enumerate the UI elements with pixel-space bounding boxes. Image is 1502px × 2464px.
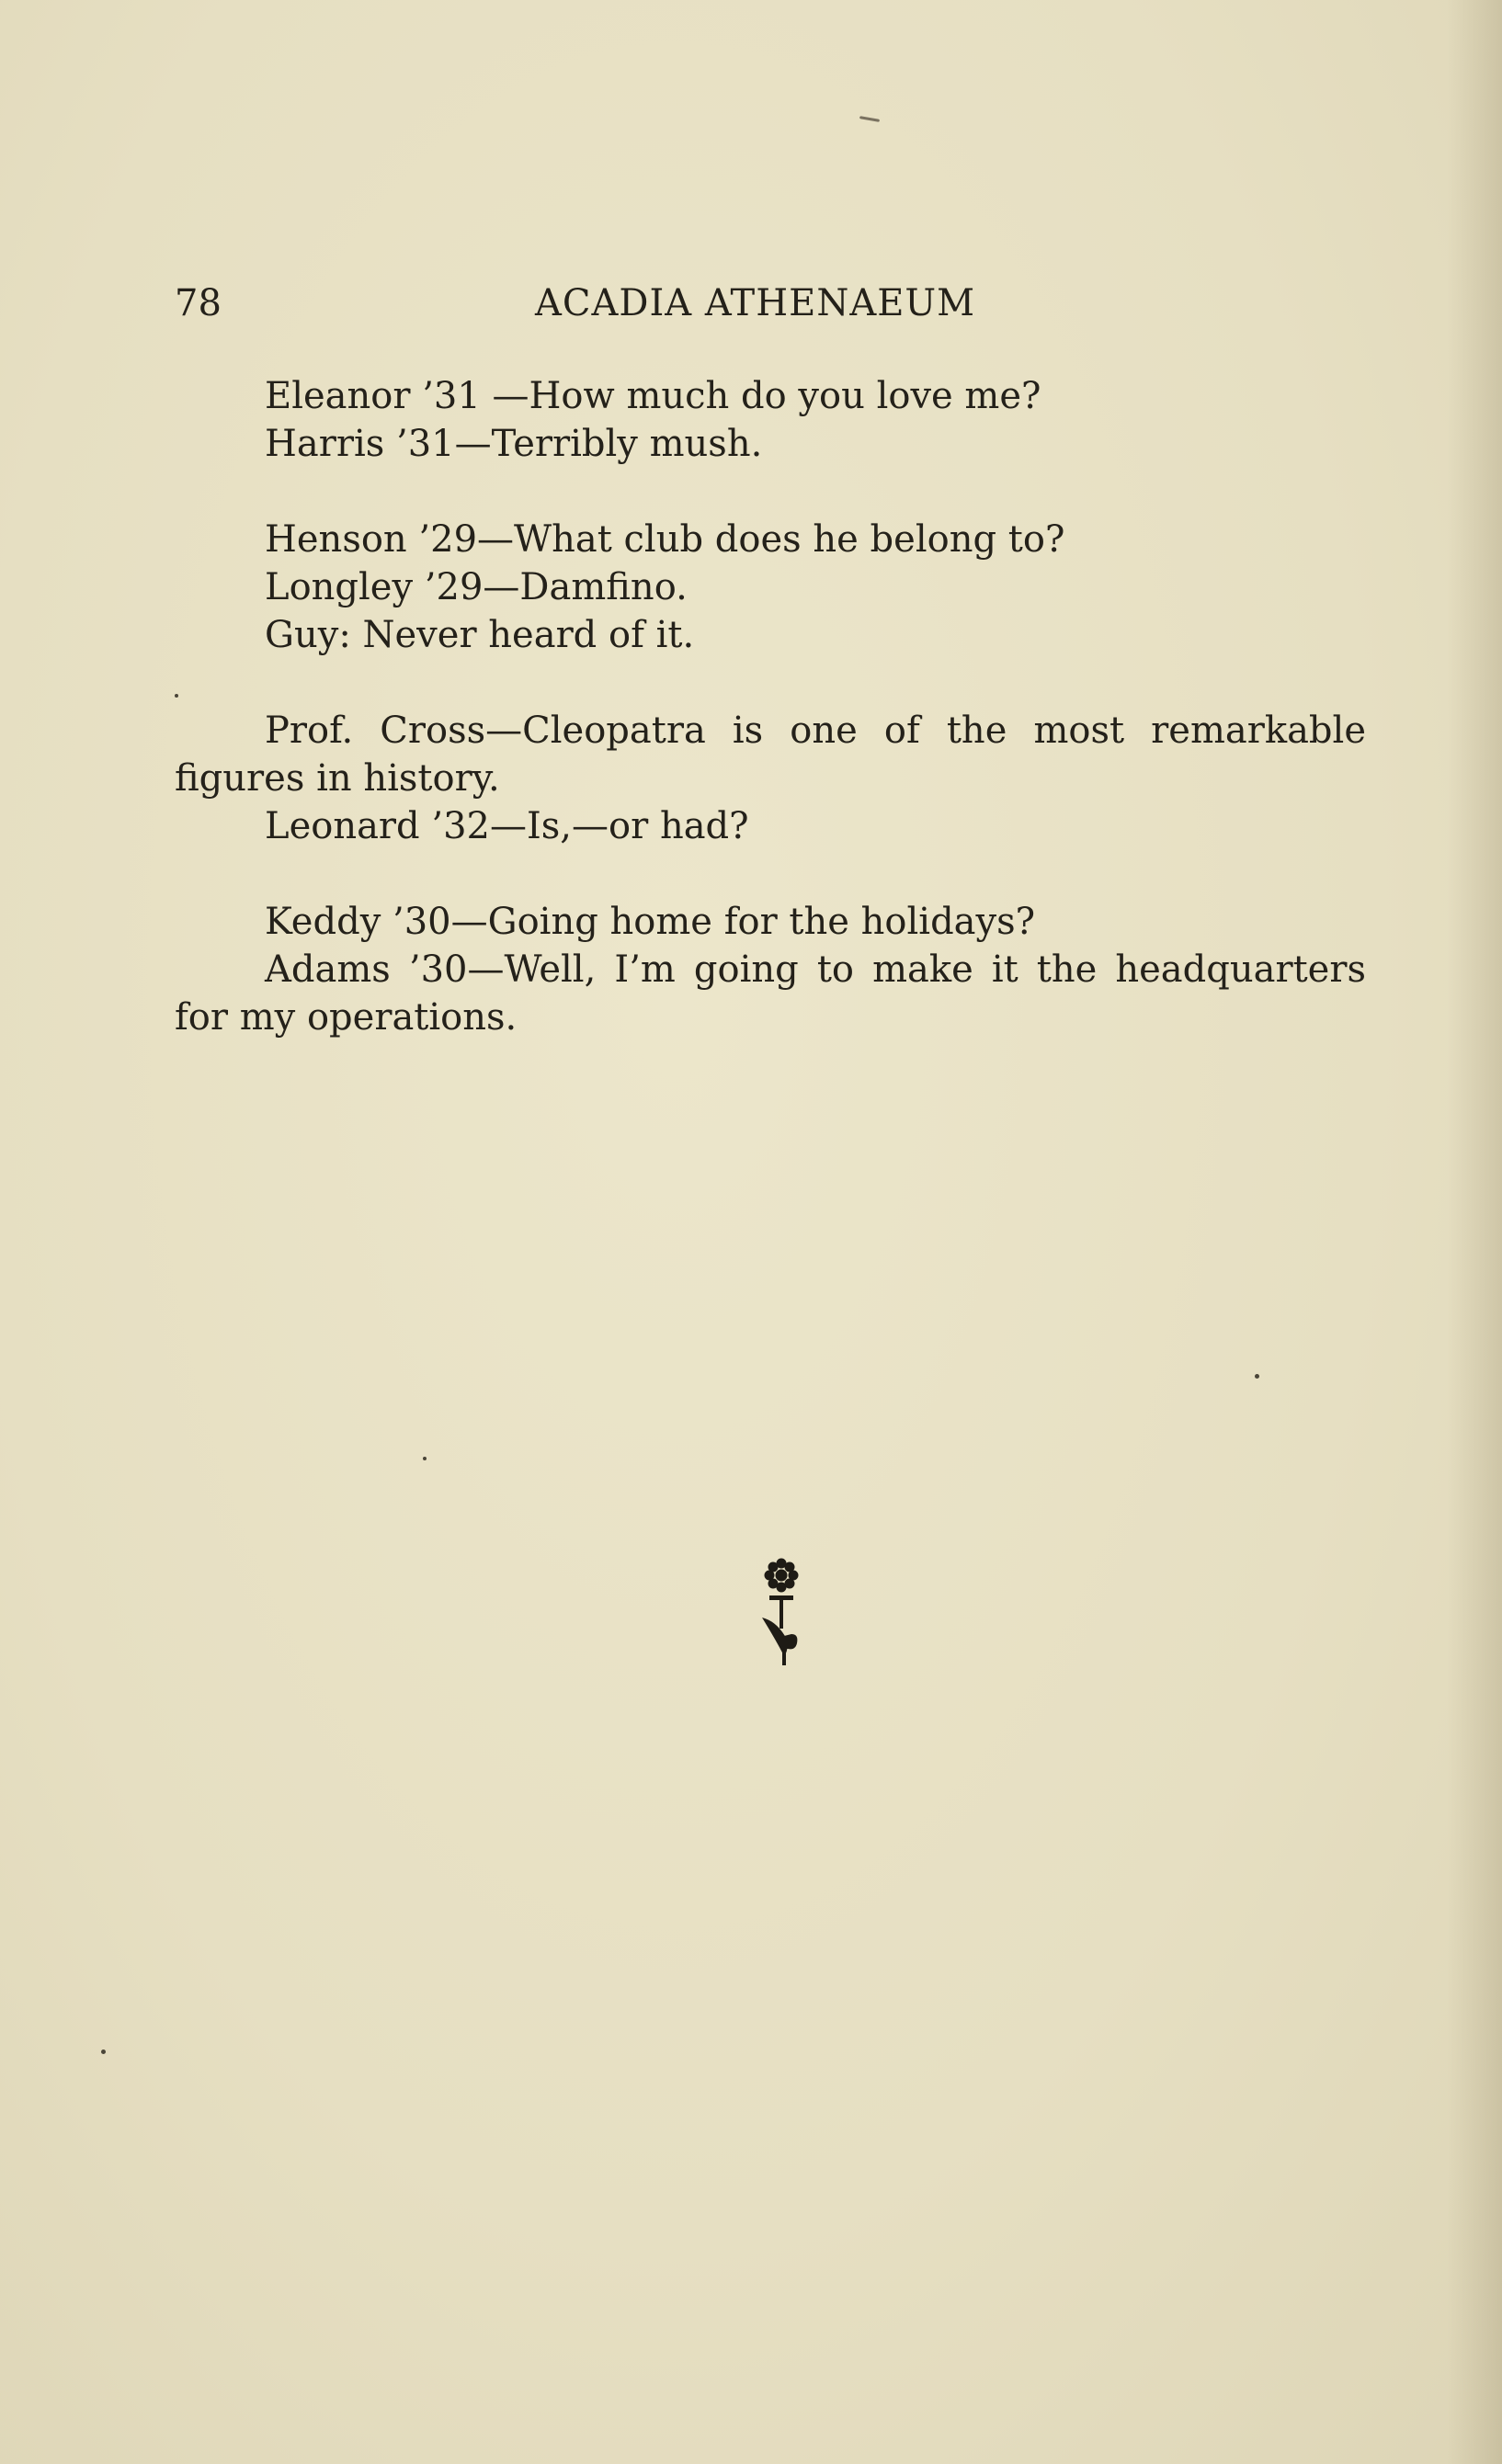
paragraph-gap	[175, 468, 1366, 516]
page-number: 78	[175, 282, 222, 324]
dialogue-line: Prof. Cross—Cleopatra is one of the most remarkable	[265, 710, 1366, 752]
dialogue-continuation: for my operations.	[175, 996, 518, 1039]
dialogue-line: Leonard ’32—Is,—or had?	[265, 805, 749, 847]
exchange-4	[175, 898, 1366, 1041]
dialogue-line: Keddy ’30—Going home for the holidays?	[265, 901, 1036, 943]
exchange-1	[175, 372, 1366, 468]
paragraph-gap	[175, 659, 1366, 707]
paper-speck	[175, 694, 178, 698]
paragraph-gap	[175, 850, 1366, 898]
dialogue-line: Guy: Never heard of it.	[265, 614, 695, 656]
exchange-3	[175, 707, 1366, 850]
flower-ornament-icon	[749, 1553, 814, 1691]
running-head	[175, 276, 1370, 331]
exchange-2	[175, 516, 1366, 659]
dialogue-line: Henson ’29—What club does he belong to?	[265, 518, 1065, 561]
journal-title: ACADIA ATHENAEUM	[535, 282, 976, 324]
dialogue-line: Harris ’31—Terribly mush.	[265, 423, 763, 465]
dialogue-line: Eleanor ’31 —How much do you love me?	[265, 375, 1041, 417]
page-gutter-shadow	[1447, 0, 1502, 2464]
dialogue-line: Adams ’30—Well, I’m going to make it the headquarters	[265, 948, 1366, 991]
paper-speck	[1255, 1374, 1259, 1379]
dialogue-line: Longley ’29—Damfino.	[265, 566, 688, 608]
body-text	[175, 372, 1366, 1041]
dialogue-continuation: figures in history.	[175, 757, 500, 800]
paper-speck	[101, 2050, 106, 2054]
paper-speck	[423, 1457, 427, 1460]
paper-speck	[859, 116, 880, 122]
